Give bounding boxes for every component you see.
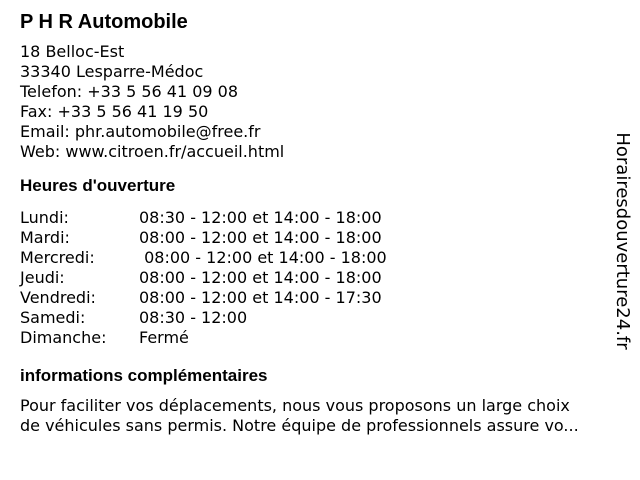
- opening-hours-heading: Heures d'ouverture: [20, 176, 176, 195]
- hours-value: Fermé: [139, 328, 189, 347]
- hours-row-lundi: [20, 208, 620, 228]
- hours-row-mardi: [20, 228, 620, 248]
- phone-text: Telefon: +33 5 56 41 09 08: [20, 82, 239, 101]
- watermark-text: Horairesdouverture24.fr: [612, 132, 633, 350]
- hours-value: 08:30 - 12:00 et 14:00 - 18:00: [139, 208, 382, 227]
- hours-row-vendredi: [20, 288, 620, 308]
- additional-info-text: [20, 396, 630, 436]
- additional-info-line: de véhicules sans permis. Notre équipe de professionnels assure vo...: [20, 416, 579, 435]
- opening-hours-table: [20, 208, 620, 348]
- hours-day: Dimanche:: [20, 328, 107, 347]
- hours-value: 08:00 - 12:00 et 14:00 - 18:00: [139, 268, 382, 287]
- site-watermark: [602, 132, 640, 350]
- additional-info-heading: informations complémentaires: [20, 366, 268, 385]
- hours-row-samedi: [20, 308, 620, 328]
- hours-value: 08:00 - 12:00 et 14:00 - 18:00: [139, 228, 382, 247]
- business-card: [20, 10, 620, 436]
- hours-row-jeudi: [20, 268, 620, 288]
- hours-row-dimanche: [20, 328, 620, 348]
- hours-day: Mardi:: [20, 228, 70, 247]
- additional-info-line: Pour faciliter vos déplacements, nous vous proposons un large choix: [20, 396, 570, 415]
- hours-value: 08:30 - 12:00: [139, 308, 248, 327]
- business-name: P H R Automobile: [20, 11, 188, 33]
- hours-value: 08:00 - 12:00 et 14:00 - 18:00: [139, 248, 387, 267]
- hours-day: Vendredi:: [20, 288, 96, 307]
- hours-day: Lundi:: [20, 208, 69, 227]
- hours-day: Jeudi:: [20, 268, 65, 287]
- hours-day: Samedi:: [20, 308, 86, 327]
- email-text: Email: phr.automobile@free.fr: [20, 122, 261, 141]
- address-line-street: 18 Belloc-Est: [20, 42, 125, 61]
- web-text: Web: www.citroen.fr/accueil.html: [20, 142, 285, 161]
- fax-text: Fax: +33 5 56 41 19 50: [20, 102, 209, 121]
- hours-value: 08:00 - 12:00 et 14:00 - 17:30: [139, 288, 382, 307]
- address-line-city: 33340 Lesparre-Médoc: [20, 62, 204, 81]
- hours-day: Mercredi:: [20, 248, 95, 267]
- hours-row-mercredi: [20, 248, 620, 268]
